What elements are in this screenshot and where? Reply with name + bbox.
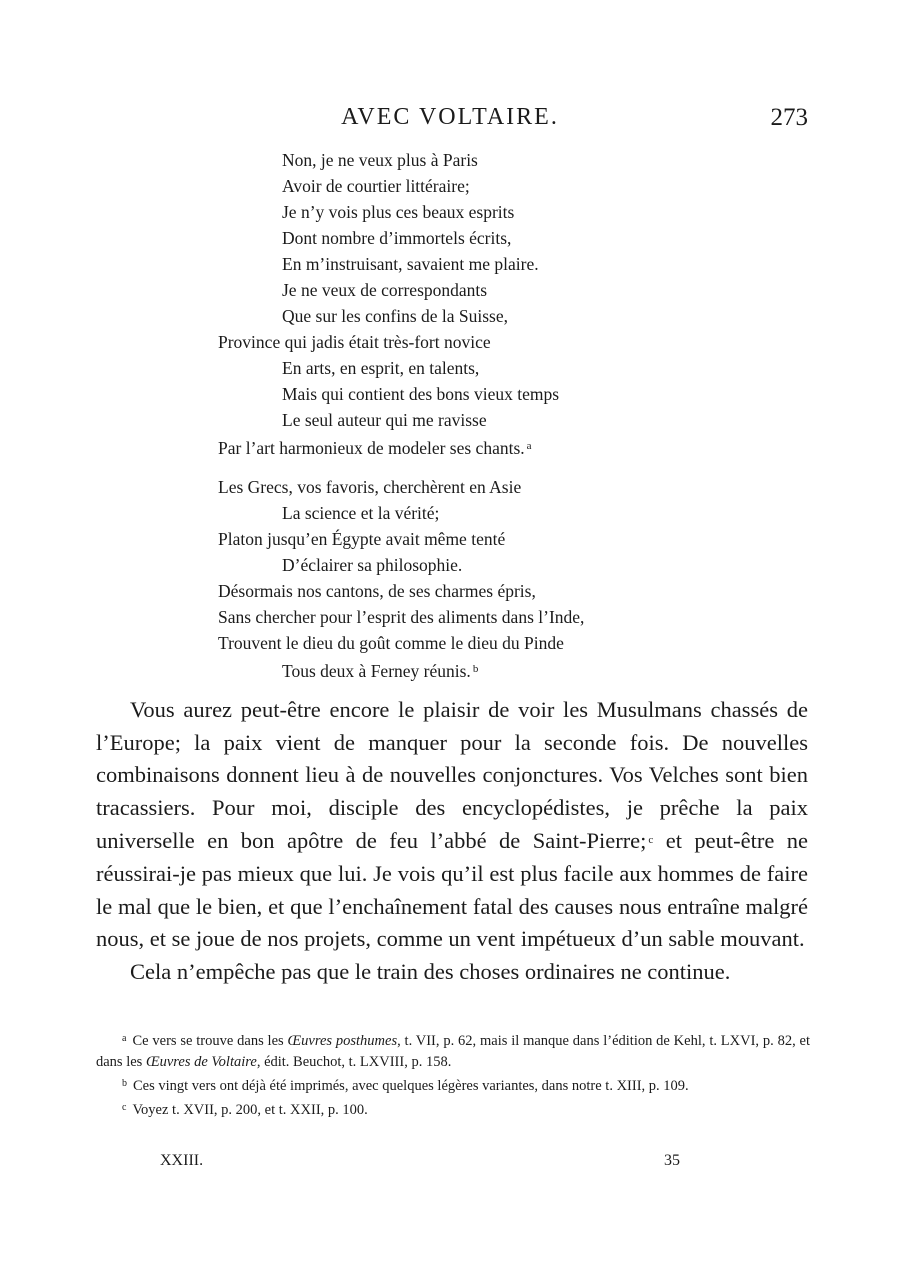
verse-line: En arts, en esprit, en talents, [282, 358, 480, 378]
sheet-number: 35 [664, 1152, 680, 1169]
verse-line: Province qui jadis était très-fort novice [218, 332, 491, 352]
verse-line: D’éclairer sa philosophie. [282, 555, 463, 575]
running-head [0, 104, 900, 134]
verse-line: Les Grecs, vos favoris, cherchèrent en Asie [218, 477, 522, 497]
verse-line: Je ne veux de correspondants [282, 280, 488, 300]
footnote-a-text-3: , édit. Beuchot, t. LXVIII, p. 158. [256, 1054, 452, 1070]
footnote-c [96, 1097, 810, 1121]
verse-line-last [218, 433, 738, 459]
body-text [96, 694, 808, 988]
footnote-a-title-1: Œuvres posthumes [287, 1033, 398, 1049]
running-title: AVEC VOLTAIRE. [341, 104, 559, 130]
verse-line: Sans chercher pour l’esprit des aliments dans l’Inde, [218, 607, 585, 627]
verse-line: Dont nombre d’immortels écrits, [282, 228, 512, 248]
footnotes [96, 1028, 810, 1121]
footnote-ref-a[interactable]: a [526, 440, 532, 452]
verse-line: Non, je ne veux plus à Paris [282, 150, 478, 170]
verse-line: Désormais nos cantons, de ses charmes épris, [218, 581, 536, 601]
paragraph-1-text-b: et peut-être ne réussirai-je pas mieux que lui. Je vois qu’il est plus facile aux hommes de faire le mal que le bien, et que l’enchaînement fatal des causes nous entraîne malgré nous, et se joue de nos projets, comme un vent impétueux d’un sable mouvant. [96, 828, 808, 952]
verse-line: Mais qui contient des bons vieux temps [282, 384, 560, 404]
verse-line: Que sur les confins de la Suisse, [282, 306, 509, 326]
verse-line-last [218, 656, 738, 682]
footnote-b-text: Ces vingt vers ont déjà été imprimés, avec quelques légères variantes, dans notre t. XIII, p. 109. [133, 1078, 689, 1094]
verse-text: Tous deux à Ferney réunis. [282, 661, 471, 681]
verse-text: Par l’art harmonieux de modeler ses chants. [218, 438, 525, 458]
poem-stanza-2 [218, 474, 738, 682]
signature-mark: XXIII. [160, 1152, 204, 1169]
paragraph-2: Cela n’empêche pas que le train des choses ordinaires ne continue. [130, 958, 731, 984]
verse-line: Avoir de courtier littéraire; [282, 176, 470, 196]
verse-line: En m’instruisant, savaient me plaire. [282, 254, 539, 274]
footnote-ref-b[interactable]: b [472, 663, 479, 675]
footnote-a [96, 1028, 810, 1073]
footnote-mark-b: b [122, 1078, 127, 1089]
footnote-a-text-1: Ce vers se trouve dans les [132, 1033, 288, 1049]
verse-line: Platon jusqu’en Égypte avait même tenté [218, 529, 506, 549]
paragraph-1-text-a: Vous aurez peut-être encore le plaisir de voir les Musulmans chassés de l’Europe; la paix vient de manquer pour la seconde fois. De nouvelles combinaisons donnent lieu à de nouvelles conjonctures. Vos Velches sont bien tracassiers. Pour moi, disciple des encyclopédistes, je prêche la paix universelle en bon apôtre de feu l’abbé de Saint-Pierre; [96, 697, 808, 854]
footnote-b [96, 1073, 810, 1097]
footnote-ref-c[interactable]: c [648, 834, 654, 847]
footnote-a-text-2: , t. VII, p. 62, mais il manque dans l’édition de Kehl, t. LXVI, p. 82, et dans les [96, 1033, 810, 1070]
footnote-a-title-2: Œuvres de Voltaire [145, 1054, 257, 1070]
footnote-mark-c: c [122, 1102, 127, 1113]
page-number: 273 [770, 104, 808, 131]
verse-line: La science et la vérité; [282, 503, 440, 523]
poem-stanza-1 [218, 147, 738, 459]
footnote-mark-a: a [122, 1033, 127, 1044]
paragraph-1 [96, 694, 808, 956]
verse-line: Le seul auteur qui me ravisse [282, 410, 487, 430]
verse-line: Trouvent le dieu du goût comme le dieu du Pinde [218, 633, 564, 653]
verse-line: Je n’y vois plus ces beaux esprits [282, 202, 515, 222]
footnote-c-text: Voyez t. XVII, p. 200, et t. XXII, p. 100. [132, 1102, 368, 1118]
